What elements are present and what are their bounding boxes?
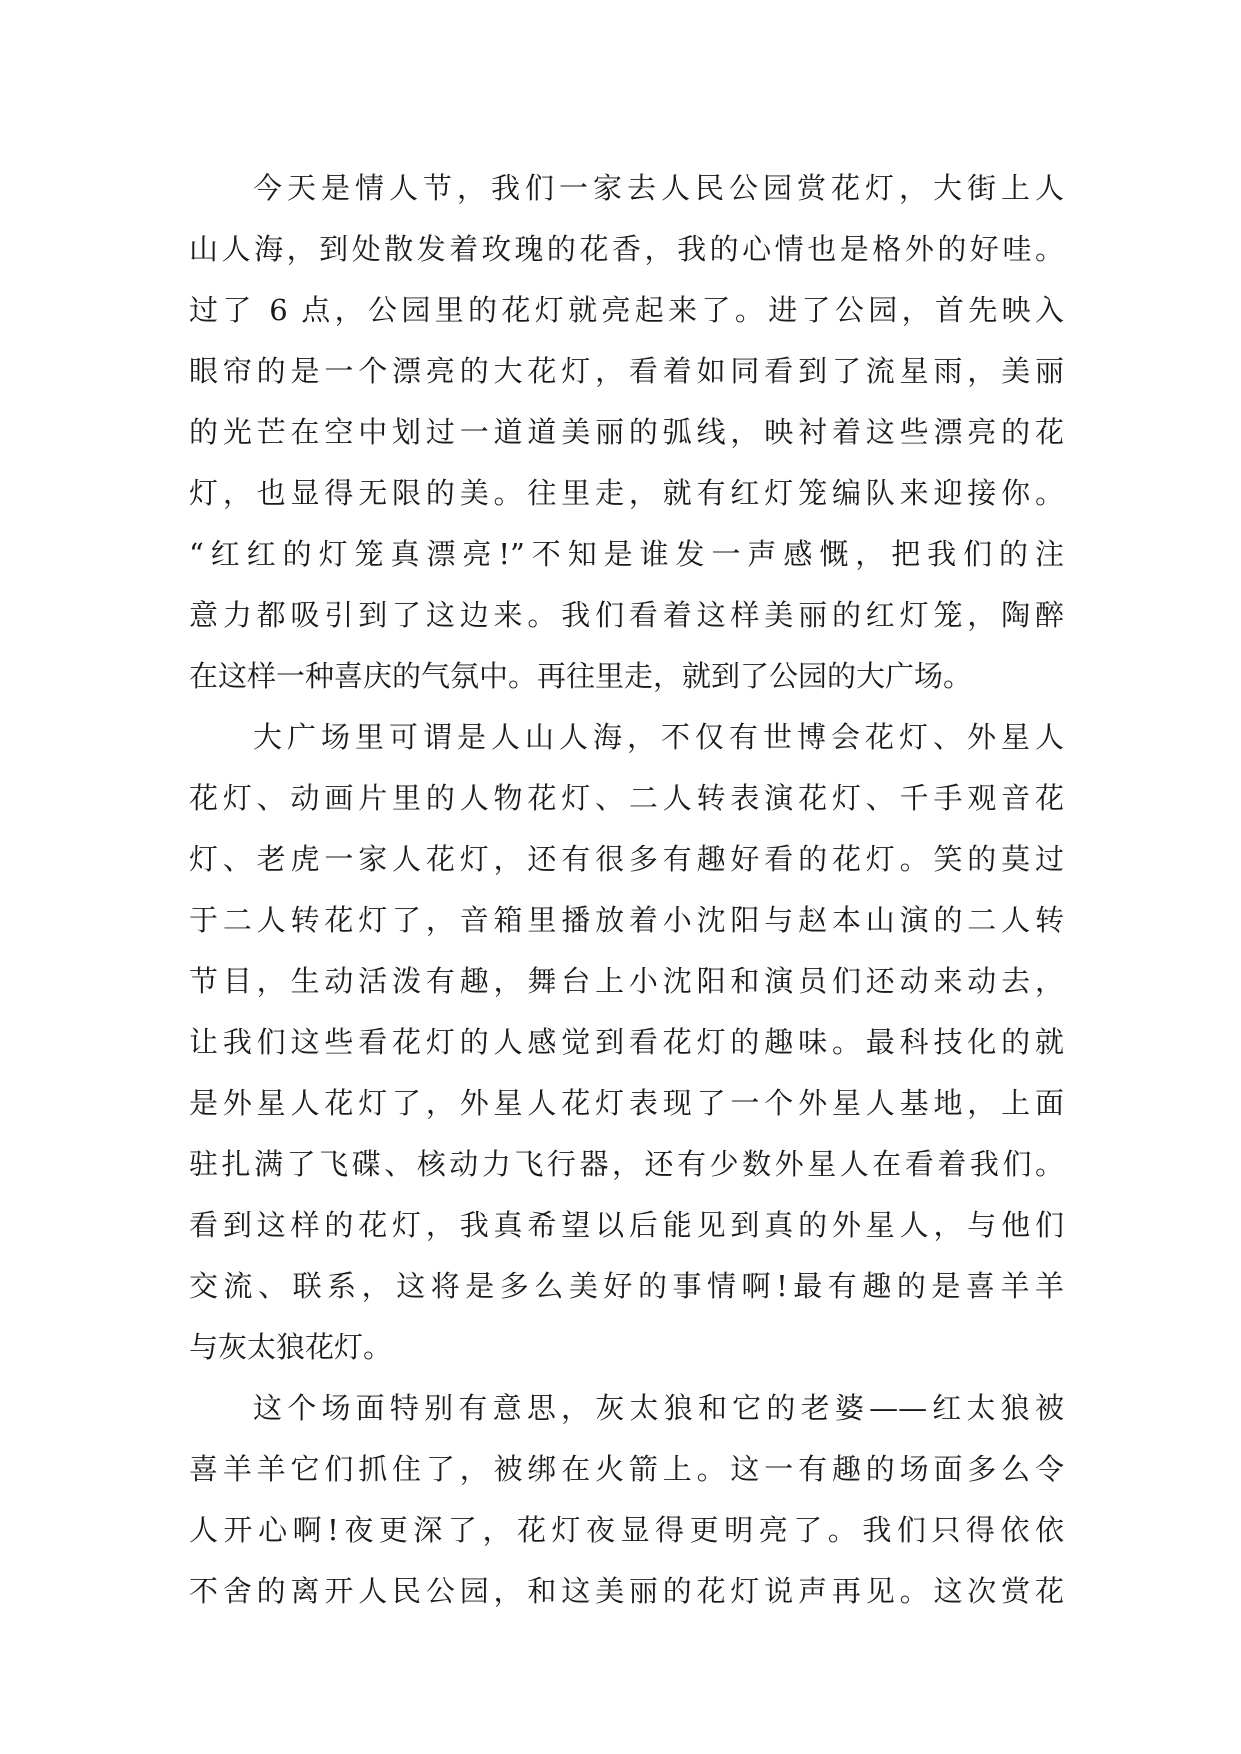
text-line: 交流、联系，这将是多么美好的事情啊!最有趣的是喜羊羊 xyxy=(189,1269,1064,1303)
text-line: 看到这样的花灯，我真希望以后能见到真的外星人，与他们 xyxy=(189,1208,1064,1242)
text-line: 意力都吸引到了这边来。我们看着这样美丽的红灯笼，陶醉 xyxy=(189,598,1064,632)
text-line: 不舍的离开人民公园，和这美丽的花灯说声再见。这次赏花 xyxy=(189,1574,1064,1608)
text-line: 灯，也显得无限的美。往里走，就有红灯笼编队来迎接你。 xyxy=(189,476,1064,510)
text-line: “红红的灯笼真漂亮!”不知是谁发一声感慨，把我们的注 xyxy=(189,537,1064,571)
text-line: 大广场里可谓是人山人海，不仅有世博会花灯、外星人 xyxy=(253,720,1064,754)
text-line: 人开心啊!夜更深了，花灯夜显得更明亮了。我们只得依依 xyxy=(189,1513,1064,1547)
text-line: 于二人转花灯了，音箱里播放着小沈阳与赵本山演的二人转 xyxy=(189,903,1064,937)
text-line: 是外星人花灯了，外星人花灯表现了一个外星人基地，上面 xyxy=(189,1086,1064,1120)
text-line: 今天是情人节，我们一家去人民公园赏花灯，大街上人 xyxy=(253,171,1064,205)
text-line: 喜羊羊它们抓住了，被绑在火箭上。这一有趣的场面多么令 xyxy=(189,1452,1064,1486)
text-line: 过了 6 点，公园里的花灯就亮起来了。进了公园，首先映入 xyxy=(189,293,1064,327)
text-line: 眼帘的是一个漂亮的大花灯，看着如同看到了流星雨，美丽 xyxy=(189,354,1064,388)
text-line: 让我们这些看花灯的人感觉到看花灯的趣味。最科技化的就 xyxy=(189,1025,1064,1059)
text-line: 灯、老虎一家人花灯，还有很多有趣好看的花灯。笑的莫过 xyxy=(189,842,1064,876)
text-line: 驻扎满了飞碟、核动力飞行器，还有少数外星人在看着我们。 xyxy=(189,1147,1064,1181)
text-line: 节目，生动活泼有趣，舞台上小沈阳和演员们还动来动去， xyxy=(189,964,1064,998)
text-line: 这个场面特别有意思，灰太狼和它的老婆——红太狼被 xyxy=(253,1391,1064,1425)
body-text xyxy=(189,158,1064,1622)
text-line: 花灯、动画片里的人物花灯、二人转表演花灯、千手观音花 xyxy=(189,781,1064,815)
text-line: 在这样一种喜庆的气氛中。再往里走，就到了公园的大广场。 xyxy=(189,659,973,693)
text-line: 山人海，到处散发着玫瑰的花香，我的心情也是格外的好哇。 xyxy=(189,232,1064,266)
text-line: 的光芒在空中划过一道道美丽的弧线，映衬着这些漂亮的花 xyxy=(189,415,1064,449)
text-line: 与灰太狼花灯。 xyxy=(189,1330,393,1364)
